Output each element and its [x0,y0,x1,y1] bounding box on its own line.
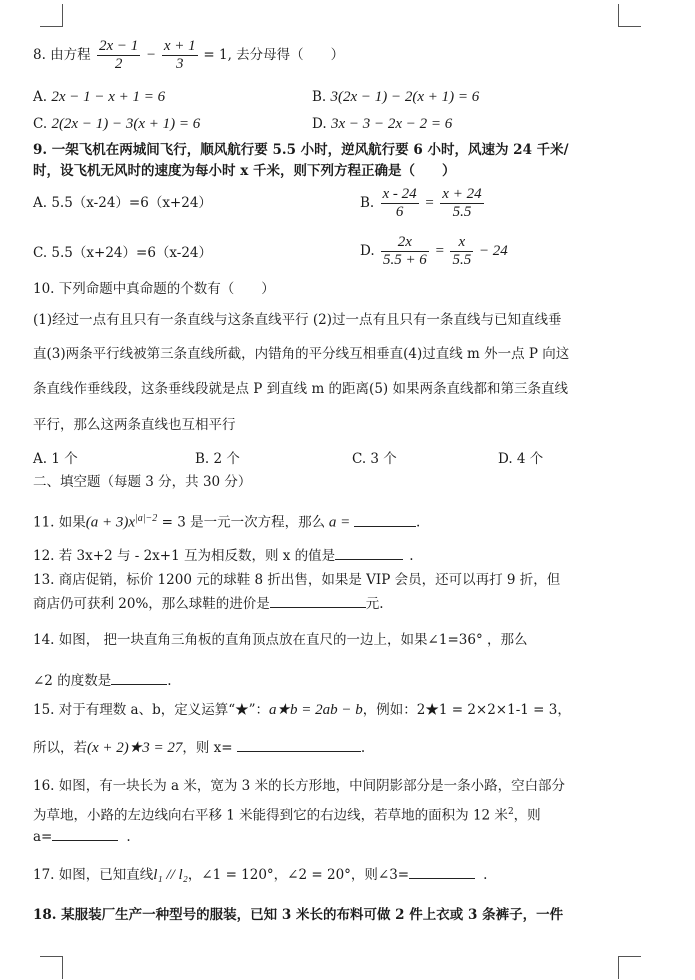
q8-frac2-denominator: 3 [176,56,184,72]
q8-option-a [33,88,165,106]
q9-option-c: C. 5.5（x+24）=6（x-24） [33,245,213,261]
q16-line-1: 16. 如图，有一块长为 a 米，宽为 3 米的长方形地，中间阴影部分是一条小路，空白部分 [33,778,566,794]
q8-option-c-text: 2(2x − 1) − 3(x + 1) = 6 [51,116,201,132]
q10-option-b: B. 2 个 [195,451,240,467]
crop-mark-top-right [618,4,641,27]
q11-prefix: 11. 如果 [33,514,86,531]
q9-d-frac2-den: 5.5 [452,252,472,268]
q8-prefix: 8. 由方程 [33,46,91,63]
q10-body-line-4: 平行，那么这两条直线也互相平行 [33,417,236,433]
q14-line-2-text: ∠2 的度数是 [33,673,112,689]
q8-option-d-text: 3x − 3 − 2x − 2 = 6 [330,116,453,132]
q9-d-equals: = [434,242,445,259]
q8-frac1-numerator: 2x − 1 [98,38,139,54]
q13-unit: 元. [365,596,384,612]
q13-answer-blank[interactable] [270,595,366,608]
crop-mark-bottom-left [40,956,63,979]
section-2-heading: 二、填空题（每题 3 分，共 30 分） [33,474,252,490]
q15-line-2 [33,739,365,757]
q13-line-1: 13. 商店促销，标价 1200 元的球鞋 8 折出售，如果是 VIP 会员，还可以再打 9 折，但 [33,572,561,588]
q8-option-b [312,88,479,106]
q9-d-frac1-num: 2x [381,234,429,252]
q16-line-3-text: a= [33,829,53,845]
q12 [33,547,413,565]
q8-option-a-label: A. [33,89,48,105]
crop-mark-top-left [40,4,63,27]
q14-end: . [167,673,172,689]
q8-frac2-numerator: x + 1 [163,38,196,54]
q12-text: 12. 若 3x+2 与 - 2x+1 互为相反数，则 x 的值是 [33,548,336,564]
q9-d-tail: − 24 [478,242,508,259]
q10-body-line-2: 直(3)两条平行线被第三条直线所截，内错角的平分线互相垂直(4)过直线 m 外一点 P 向这 [33,346,570,362]
q18-line-1: 18. 某服装厂生产一种型号的服装，已知 3 米长的布料可做 2 件上衣或 3 条裤子，一件 [33,907,564,923]
q9-option-b [360,186,486,221]
q8-option-c-label: C. [33,116,48,132]
q17-prefix: 17. 如图，已知直线 [33,867,154,883]
q16-answer-blank[interactable] [52,828,118,841]
q12-answer-blank[interactable] [335,547,403,560]
q8-option-b-text: 3(2x − 1) − 2(x + 1) = 6 [330,89,480,105]
q15-line-2-mid: ，则 x= [182,740,237,756]
q15-definition: a★b = 2ab − b [269,702,363,718]
q17-end: . [483,867,488,883]
q9-option-d-label: D. [360,242,375,259]
q17-answer-blank[interactable] [409,866,475,879]
q11-middle: = 3 是一元一次方程，那么 [157,514,326,531]
q8-option-d-label: D. [312,116,327,132]
q9-d-fraction-2 [450,234,473,269]
q9-b-fraction-2 [440,186,483,221]
q16-superscript: 2 [507,807,514,817]
q10-body-line-3: 条直线作垂线段，这条垂线段就是点 P 到直线 m 的距离(5) 如果两条直线都和第三条直线 [33,381,568,397]
q8-minus: − [146,46,157,63]
q15-answer-blank[interactable] [237,739,361,752]
q14-line-2 [33,672,172,690]
q11-end: . [415,514,421,531]
q9-d-fraction-1 [381,234,429,269]
q11-exponent: |a|−2 [135,513,158,524]
crop-mark-bottom-right [618,956,641,979]
q9-option-a: A. 5.5（x-24）=6（x+24） [33,195,212,211]
q9-d-frac2-num: x [450,234,473,252]
q8-frac1-denominator: 2 [114,56,123,72]
q9-stem-line-2: 时，设飞机无风时的速度为每小时 x 千米，则下列方程正确是（ ） [33,163,456,179]
q9-option-d [360,234,508,269]
q17 [33,866,487,884]
q8-option-a-text: 2x − 1 − x + 1 = 6 [51,89,166,105]
q15-expression: (x + 2)★3 = 27 [87,740,183,756]
q8-fraction-1 [97,38,140,73]
q16-end: . [126,829,131,845]
q9-b-frac2-den: 5.5 [452,204,472,220]
q15-example: ，例如：2★1 = 2×2×1-1 = 3， [362,702,571,718]
q9-d-frac1-den: 5.5 + 6 [382,252,427,268]
q9-option-b-label: B. [360,194,375,211]
q17-parallel-lines: l₁ // l₂ [153,867,188,883]
q16-line-3 [33,828,131,846]
q13-line-2-text: 商店仍可获利 20%，那么球鞋的进价是 [33,596,270,612]
question-8-stem [33,38,344,73]
q16-line-2-end: ，则 [513,807,541,824]
q9-b-equals: = [424,194,435,211]
q9-stem-line-1: 9. 一架飞机在两城间飞行，顺风航行要 5.5 小时，逆风航行要 6 小时，风速为 24 千米/ [33,142,569,158]
q10-option-a: A. 1 个 [33,451,78,467]
q8-option-d [312,115,452,133]
q9-b-frac1-num: x - 24 [382,186,417,202]
q14-line-1: 14. 如图， 把一块直角三角板的直角顶点放在直尺的一边上，如果∠1=36° ，那么 [33,632,528,648]
q16-line-2-text: 为草地，小路的左边线向右平移 1 米能得到它的右边线，若草地的面积为 12 米 [33,807,508,824]
q10-option-c: C. 3 个 [352,451,397,467]
q10-body-line-1: (1)经过一点有且只有一条直线与这条直线平行 (2)过一点有且只有一条直线与已知直线垂 [33,312,562,328]
q13-line-2 [33,595,384,613]
q8-fraction-2 [162,38,198,73]
q15-end: . [360,740,366,756]
q9-b-frac1-den: 6 [395,204,404,220]
q8-option-b-label: B. [312,89,327,105]
q10-title: 10. 下列命题中真命题的个数有（ ） [33,281,275,297]
q14-answer-blank[interactable] [111,672,167,685]
q8-option-c [33,115,200,133]
q11-expression: (a + 3)x [85,514,136,531]
q17-middle: ，∠1 = 120°，∠2 = 20°，则∠3= [187,867,410,883]
q9-b-fraction-1 [381,186,419,221]
q15-line-1 [33,701,571,719]
q11 [33,510,420,532]
q11-answer-blank[interactable] [354,514,416,527]
q10-option-d: D. 4 个 [498,451,544,467]
q12-end: . [409,548,414,564]
q15-line-1-text: 15. 对于有理数 a、b，定义运算“★”： [33,702,270,718]
q9-b-frac2-num: x + 24 [442,186,482,202]
q11-variable: a = [325,514,354,531]
q8-suffix: = 1, 去分母得（ ） [203,46,345,63]
q15-line-2-prefix: 所以，若 [33,740,87,756]
q16-line-2 [33,803,541,825]
